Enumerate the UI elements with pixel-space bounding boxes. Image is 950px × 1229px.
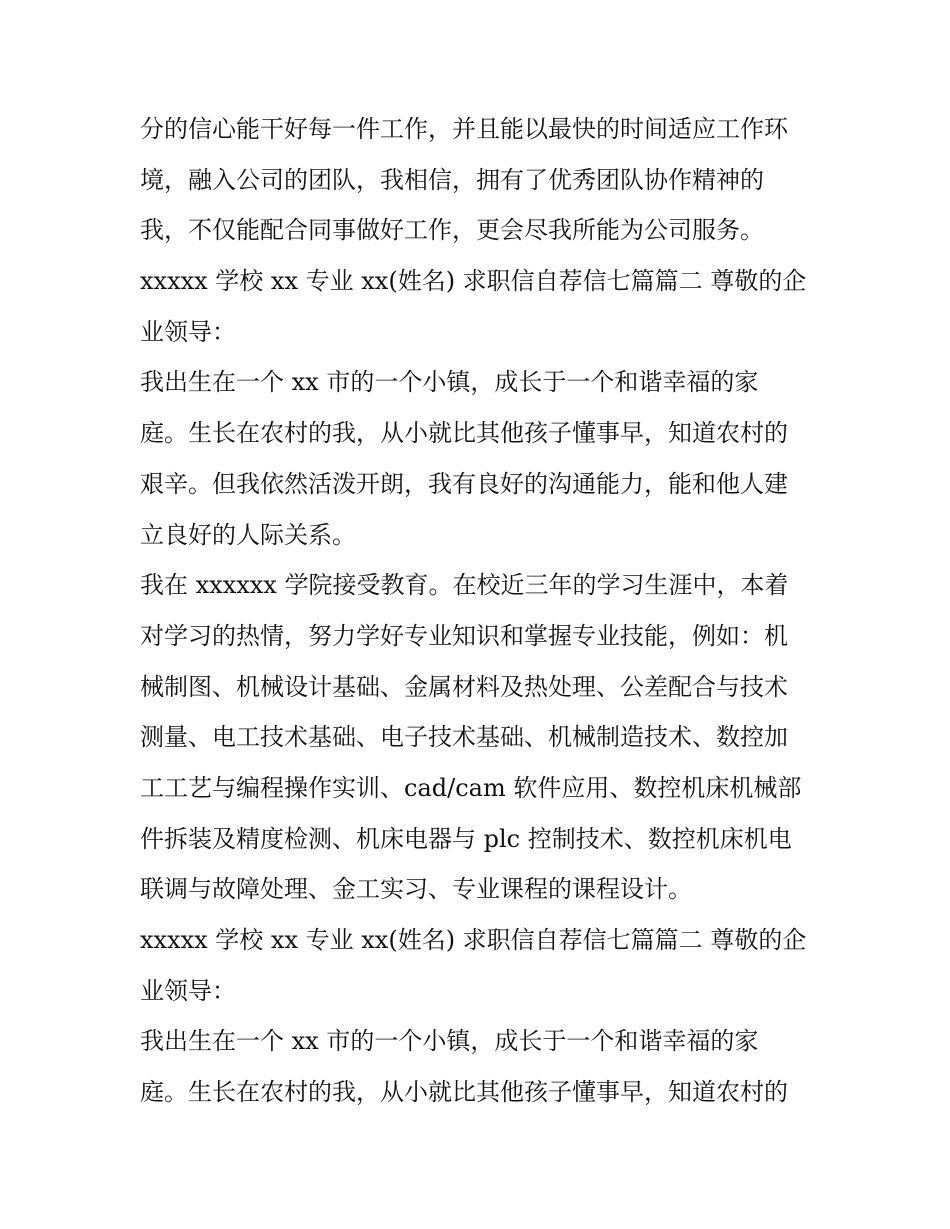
text-line-18: 业领导： bbox=[140, 976, 236, 1005]
text-line-10: 我在 xxxxxx 学院接受教育。在校近三年的学习生涯中，本着 bbox=[140, 571, 789, 600]
text-line-11: 对学习的热情，努力学好专业知识和掌握专业技能，例如：机 bbox=[140, 621, 788, 650]
text-line-19: 我出生在一个 xx 市的一个小镇，成长于一个和谐幸福的家 bbox=[140, 1027, 759, 1056]
text-line-17: xxxxx 学校 xx 专业 xx(姓名) 求职信自荐信七篇篇二 尊敬的企 bbox=[140, 926, 807, 954]
text-line-9: 立良好的人际关系。 bbox=[140, 520, 356, 549]
text-line-20: 庭。生长在农村的我，从小就比其他孩子懂事早，知道农村的 bbox=[140, 1078, 788, 1107]
text-line-14: 工工艺与编程操作实训、cad/cam 软件应用、数控机床机械部 bbox=[140, 773, 802, 802]
text-line-3: 我，不仅能配合同事做好工作，更会尽我所能为公司服务。 bbox=[140, 216, 764, 245]
document-body bbox=[140, 104, 820, 1118]
text-line-4: xxxxx 学校 xx 专业 xx(姓名) 求职信自荐信七篇篇二 尊敬的企 bbox=[140, 267, 807, 296]
text-line-16: 联调与故障处理、金工实习、专业课程的课程设计。 bbox=[140, 875, 692, 904]
text-line-1: 分的信心能干好每一件工作，并且能以最快的时间适应工作环 bbox=[140, 115, 788, 143]
text-line-13: 测量、电工技术基础、电子技术基础、机械制造技术、数控加 bbox=[140, 723, 788, 752]
text-line-2: 境，融入公司的团队，我相信，拥有了优秀团队协作精神的 bbox=[140, 165, 764, 194]
text-line-15: 件拆装及精度检测、机床电器与 plc 控制技术、数控机床机电 bbox=[140, 824, 792, 853]
text-line-8: 艰辛。但我依然活泼开朗，我有良好的沟通能力，能和他人建 bbox=[140, 469, 788, 498]
text-line-12: 械制图、机械设计基础、金属材料及热处理、公差配合与技术 bbox=[140, 672, 788, 701]
text-line-5: 业领导： bbox=[140, 317, 236, 346]
text-line-6: 我出生在一个 xx 市的一个小镇，成长于一个和谐幸福的家 bbox=[140, 368, 759, 397]
text-line-7: 庭。生长在农村的我，从小就比其他孩子懂事早，知道农村的 bbox=[140, 419, 788, 448]
